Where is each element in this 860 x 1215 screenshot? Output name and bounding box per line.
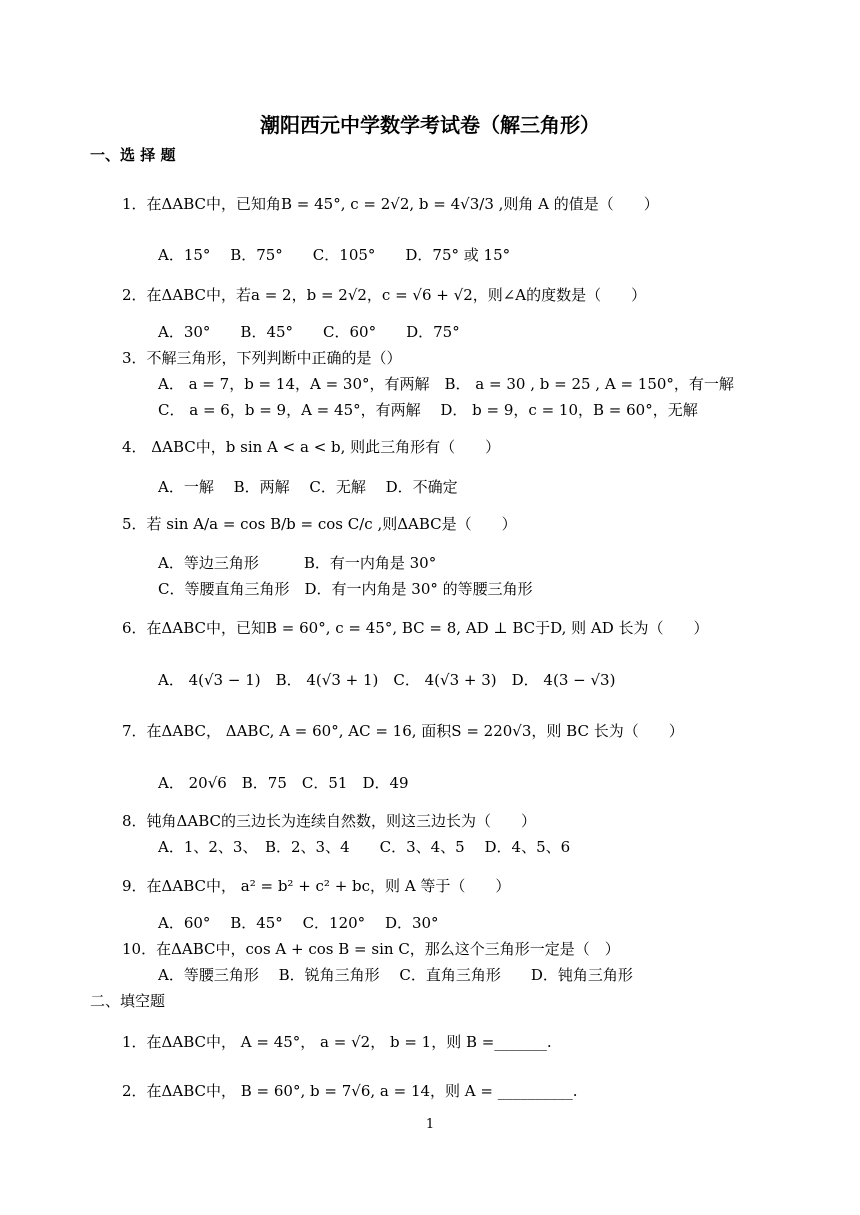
question-1-options: A．15° B．75° C．105° D．75° 或 15°: [158, 246, 511, 264]
question-4: 4． ΔABC中，b sin A < a < b, 则此三角形有（ ）: [122, 438, 501, 456]
question-5-options-row2: C．等腰直角三角形 D．有一内角是 30° 的等腰三角形: [158, 580, 533, 598]
fill-question-1: 1．在ΔABC中， A = 45°， a = √2， b = 1，则 B =_______.: [122, 1033, 552, 1051]
page-number: 1: [425, 1117, 435, 1132]
question-2: 2．在ΔABC中，若a = 2，b = 2√2，c = √6 + √2，则∠A的度数是（ ）: [122, 286, 647, 304]
question-4-options: A．一解 B．两解 C．无解 D．不确定: [158, 478, 458, 496]
question-10: 10．在ΔABC中，cos A + cos B = sin C，那么这个三角形一定是（ ）: [122, 940, 620, 958]
question-7-options: A． 20√6 B．75 C．51 D．49: [158, 774, 409, 792]
question-10-options: A．等腰三角形 B．锐角三角形 C．直角三角形 D．钝角三角形: [158, 966, 633, 984]
question-5-options-row1: A．等边三角形 B．有一内角是 30°: [158, 554, 437, 572]
section-heading-fill: 二、填空题: [90, 992, 166, 1010]
question-3-options-row2: C． a = 6，b = 9，A = 45°，有两解 D． b = 9，c = 10，B = 60°，无解: [158, 401, 698, 419]
question-5: 5．若 sin A/a = cos B/b = cos C/c ,则ΔABC是（ ）: [122, 515, 517, 533]
page-title: 潮阳西元中学数学考试卷（解三角形）: [260, 113, 600, 137]
question-8: 8．钝角ΔABC的三边长为连续自然数，则这三边长为（ ）: [122, 812, 536, 830]
fill-question-2: 2．在ΔABC中， B = 60°, b = 7√6, a = 14，则 A = __________.: [122, 1082, 578, 1100]
question-1: 1．在ΔABC中，已知角B = 45°, c = 2√2, b = 4√3/3 ,则角 A 的值是（ ）: [122, 195, 659, 213]
question-3-options-row1: A． a = 7，b = 14，A = 30°，有两解 B． a = 30 , b = 25 , A = 150°，有一解: [158, 375, 734, 393]
question-6: 6．在ΔABC中，已知B = 60°, c = 45°, BC = 8, AD ⊥ BC于D, 则 AD 长为（ ）: [122, 619, 709, 637]
question-2-options: A．30° B．45° C．60° D．75°: [158, 323, 460, 341]
section-heading-choice: 一、选 择 题: [90, 146, 176, 164]
question-9: 9．在ΔABC中， a² = b² + c² + bc，则 A 等于（ ）: [122, 877, 511, 895]
question-7: 7．在ΔABC， ΔABC, A = 60°, AC = 16, 面积S = 220√3，则 BC 长为（ ）: [122, 722, 684, 740]
question-9-options: A．60° B．45° C．120° D．30°: [158, 914, 439, 932]
question-8-options: A．1、2、3、 B．2、3、4 C．3、4、5 D．4、5、6: [158, 838, 571, 856]
question-6-options: A． 4(√3 − 1) B． 4(√3 + 1) C． 4(√3 + 3) D． 4(3 − √3): [158, 671, 616, 689]
question-3: 3．不解三角形，下列判断中正确的是（）: [122, 349, 402, 367]
